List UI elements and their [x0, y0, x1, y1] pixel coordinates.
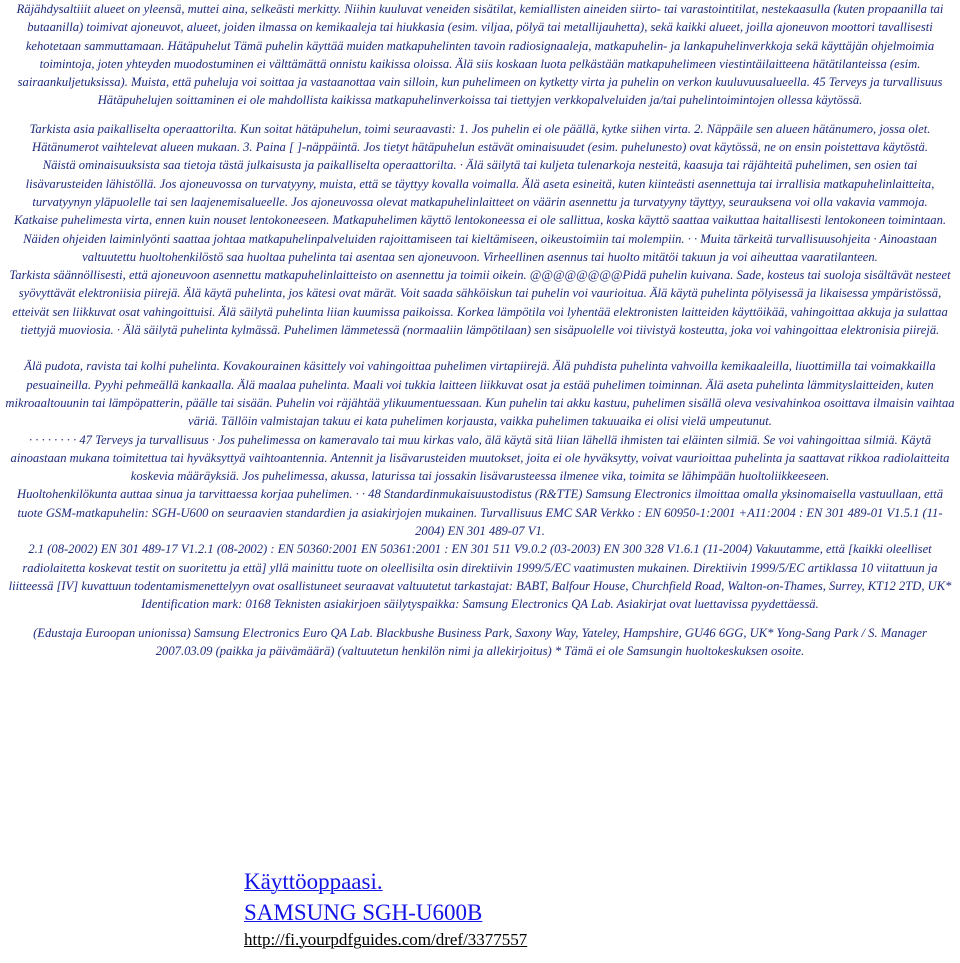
paragraph-hazard-areas: Räjähdysaltiiit alueet on yleensä, muttei aina, selkeästi merkitty. Niihin kuuluvat veneiden sisätilat, kemiallisten aineiden siirto- tai varastointitilat, nestekaasulla (kuten propaanilla tai butaanilla) toimivat ajoneuvot, alueet, joiden ilmassa on kemikaaleja tai hiukkasia (esim. viljaa, pölyä tai metallijauhetta), sekä kaikki alueet, joilla ajoneuvon moottori tavallisesti kehotetaan sammuttamaan. Hätäpuhelut Tämä puhelin käyttää muiden matkapuhelinten tavoin radiosignaaleja, matkapuhelin- ja lankapuhelinverkkoja sekä käyttäjän ohjelmoimia toimintoja, joten yhteyden muodostuminen ei välttämättä onnistu kaikissa oloissa. Älä siis koskaan luota pelkästään matkapuhelimeen viestintäilaitteena hätätilanteissa (esim. sairaankuljetuksissa). Muista, että puheluja voi soittaa ja vastaanottaa vain silloin, kun puhelimeen on kytketty virta ja puhelin on verkon kuuluvuusalueella. 45 Terveys ja turvallisuus Hätäpuhelujen soittaminen ei ole mahdollista kaikissa matkapuhelinverkoissa tai tiettyjen verkkopalveluiden ja/tai puhelintoimintojen ollessa käytössä.	[16, 2, 944, 108]
paragraph-standards: 2.1 (08-2002) EN 301 489-17 V1.2.1 (08-2002) : EN 50360:2001 EN 50361:2001 : EN 301 511 V9.0.2 (03-2003) EN 300 328 V1.6.1 (11-2004) Vakuutamme, että [kaikki oleelliset radiolaitetta koskevat testit on suoritettu ja että] yllä mainittu tuote on oleellisilta osin direktiivin 1999/5/EC vaatimusten mukainen. Direktiivin 1999/5/EC artiklassa 10 viitattuun ja liitteessä [IV] kuvattuun todentamismenettelyyn ovat osallistuneet seuraavat valtuutetut tarkastajat: BABT, Balfour House, Churchfield Road, Walton-on-Thames, Surrey, KT12 2TD, UK* Identification mark: 0168 Teknisten asiakirjoen säilytyspaikka: Samsung Electronics QA Lab. Asiakirjat ovat luettavissa pyydettäessä.	[8, 542, 952, 612]
paragraph-airbag: Näistä ominaisuuksista saa tietoja tästä julkaisusta ja paikalliselta operaattorilta. · Älä säilytä tai kuljeta tulenarkoja nesteitä, kaasuja tai räjähteitä puhelimen, sen osien tai lisävarusteiden lähistöllä. Jos ajoneuvossa on turvatyyny, muista, että se täyttyy kovalla voimalla. Älä aseta esineitä, kuten kiinteästi asennettuja tai irrallisia matkapuhelinlaitteita, turvatyynyn yläpuolelle tai sen laajenemisalueelle. Jos ajoneuvossa olevat matkapuhelinlaitteet on väärin asennettu ja turvatyyny täyttyy, seurauksena voi olla vakavia vammoja.	[25, 158, 935, 209]
paragraph-eu-representative: (Edustaja Euroopan unionissa) Samsung Electronics Euro QA Lab. Blackbushe Business Park, Saxony Way, Yateley, Hampshire, GU46 6GG, UK* Yong-Sang Park / S. Manager 2007.03.09 (paikka ja päivämäärä) (valtuutetun henkilön nimi ja allekirjoitus) * Tämä ei ole Samsungin huoltokeskuksen osoite.	[33, 625, 927, 658]
footer-links	[244, 866, 527, 952]
paragraph-declaration: Huoltohenkilökunta auttaa sinua ja tarvittaessa korjaa puhelimen. · · 48 Standardinmukaisuustodistus (R&TTE) Samsung Electronics ilmoittaa omalla yksinomaisella vastuullaan, että tuote GSM-matkapuhelin: SGH-U600 on seuraavien standardien ja asiakirjojen mukainen. Turvallisuus EMC SAR Verkko : EN 60950-1:2001 +A11:2004 : EN 301 489-01 V1.5.1 (11-2004) EN 301 489-07 V1.	[16, 487, 944, 539]
document-body	[4, 0, 956, 660]
product-link[interactable]: SAMSUNG SGH-U600B	[244, 900, 483, 925]
paragraph-aircraft: Katkaise puhelimesta virta, ennen kuin nouset lentokoneeseen. Matkapuhelimen käyttö lentokoneessa ei ole sallittua, koska käyttö saattaa vaikuttaa haitallisesti lentokoneen toimintaan. Näiden ohjeiden laiminlyönti saattaa johtaa matkapuhelinpalveluiden rajoittamiseen tai kieltämiseen, oikeustoimiin tai molempiin. · · Muita tärkeitä turvallisuusohjeita · Ainoastaan valtuutettu huoltohenkilöstö saa huoltaa puhelinta tai asentaa sen ajoneuvoon. Virheellinen asennus tai huolto mitätöi takuun ja voi aiheuttaa vaaratilanteen.	[13, 213, 947, 264]
paragraph-phone-care: Tarkista säännöllisesti, että ajoneuvoon asennettu matkapuhelinlaitteisto on asennettu ja toimii oikein. @@@@@@@@Pidä puhelin kuivana. Sade, kosteus tai suoloja sisältävät nesteet syövyttävät elektroniisia piirejä. Älä käytä puhelinta, jos kätesi ovat märät. Voit saada sähköiskun tai puhelin voi vaurioitua. Älä käytä puhelinta pölyisessä ja likaisessa ympäristössä, etteivät sen liikkuvat osat vahingoittuisi. Älä säilytä puhelinta liian kuumissa paikoissa. Korkea lämpötila voi lyhentää elektronisten laitteiden käyttöikää, vahingoittaa akkuja ja sulattaa tiettyjä muoviosia. · Älä säilytä puhelinta kylmässä. Puhelimen lämmetessä (normaaliin lämpötilaan) sen sisäpuolelle voi tiivistyä kosteutta, joka voi vahingoittaa elektronisia piirejä.	[9, 268, 951, 338]
paragraph-handling: Älä pudota, ravista tai kolhi puhelinta. Kovakourainen käsittely voi vahingoittaa puhelimen virtapiirejä. Älä puhdista puhelinta vahvoilla kemikaaleilla, liuottimilla tai voimakkailla pesuaineilla. Pyyhi pehmeällä kankaalla. Älä maalaa puhelinta. Maali voi tukkia laitteen liikkuvat osat ja estää puhelimen toiminnan. Älä aseta puhelinta lämmityslaitteiden, kuten mikroaaltouunin tai lämpöpatterin, päälle tai sisään. Puhelin voi räjähtää ylikuumentuessaan. Kun puhelin tai akku kastuu, puhelimen sisällä oleva vesivahinkoa osoittava ilmaisin vaihtaa väriä. Tällöin valmistajan takuu ei kata puhelimen korjausta, vaikka puhelimen takuuaika ei olisi vielä umpeutunut.	[5, 359, 955, 429]
paragraph-emergency-steps: Tarkista asia paikalliselta operaattorilta. Kun soitat hätäpuhelun, toimi seuraavasti: 1. Jos puhelin ei ole päällä, kytke siihen virta. 2. Näppäile sen alueen hätänumero, jossa olet. Hätänumerot vaihtelevat alueen mukaan. 3. Paina [ ]-näppäintä. Jos tietyt hätäpuhelun estävät ominaisuudet (esim. puhelunesto) ovat käytössä, ne on ensin poistettava käytöstä.	[29, 121, 931, 155]
source-url-link[interactable]: http://fi.yourpdfguides.com/dref/3377557	[244, 930, 528, 949]
manual-link[interactable]: Käyttöoppaasi.	[244, 869, 383, 894]
paragraph-camera-light: · · · · · · · · 47 Terveys ja turvallisuus · Jos puhelimessa on kameravalo tai muu kirkas valo, älä käytä sitä liian lähellä ihmisten tai eläinten silmiä. Se voi vahingoittaa silmiä. Käytä ainoastaan mukana toimitettua tai hyväksyttyä vaihtoantennia. Antennit ja lisävarusteiden muutokset, joita ei ole hyväksytty, voivat vaurioittaa puhelinta ja saattavat rikkoa radiolaitteita koskevia määräyksiä. Jos puhelimessa, akussa, laturissa tai jossakin lisävarusteessa ilmenee vika, toimita se lähimpään huoltoliikkeeseen.	[10, 432, 950, 484]
